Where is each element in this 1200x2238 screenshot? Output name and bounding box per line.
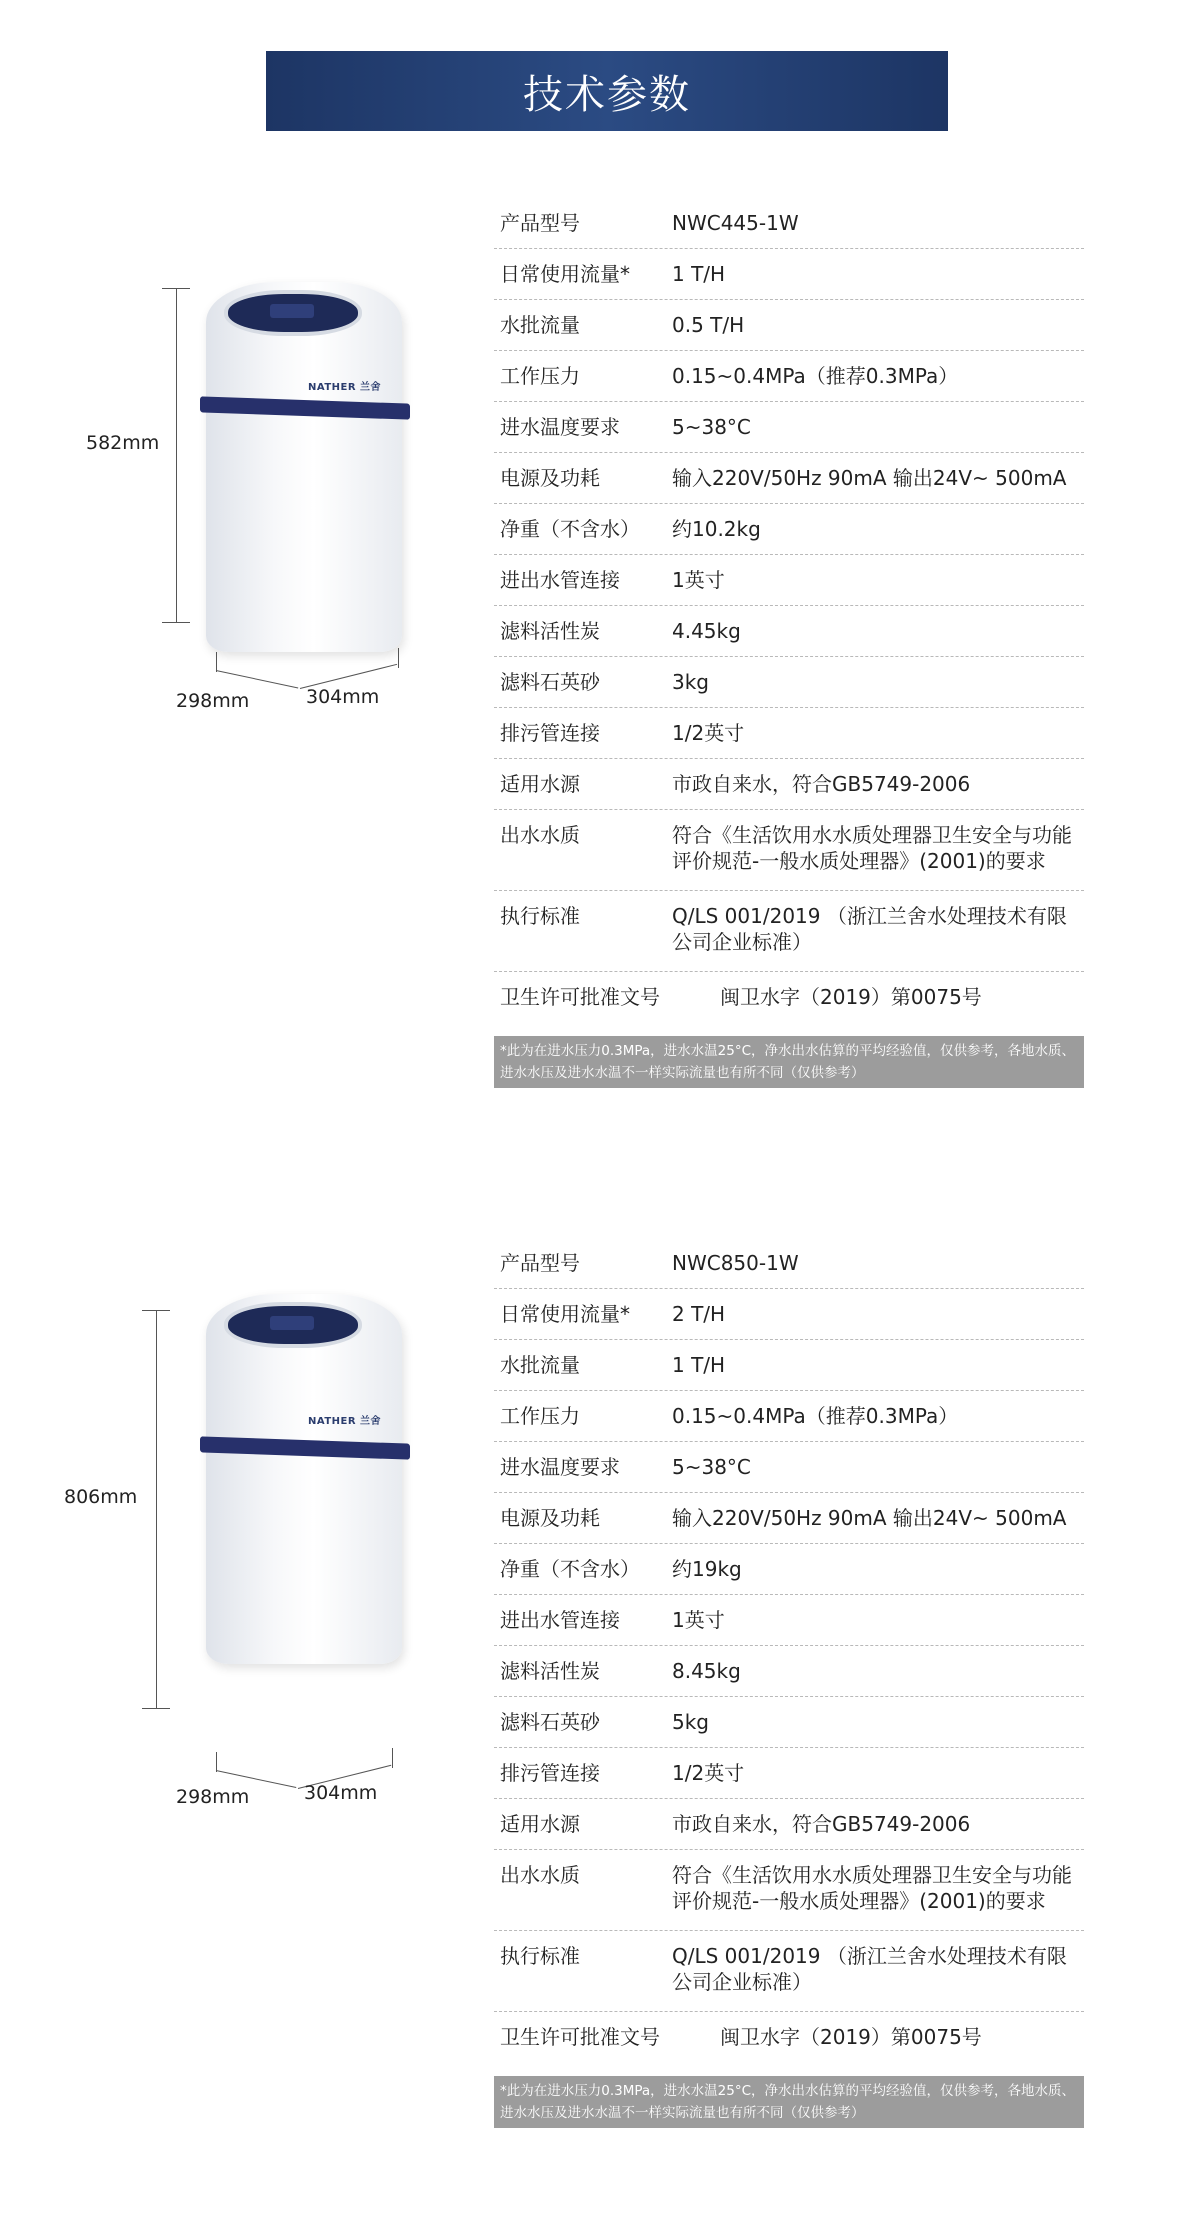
product-image (200, 1294, 410, 1664)
spec-row: 进出水管连接 1英寸 (494, 555, 1084, 606)
spec-row: 排污管连接 1/2英寸 (494, 1748, 1084, 1799)
spec-row: 净重（不含水） 约10.2kg (494, 504, 1084, 555)
spec-row: 滤料石英砂 5kg (494, 1697, 1084, 1748)
spec-row: 执行标准 Q/LS 001/2019 （浙江兰舍水处理技术有限公司企业标准） (494, 891, 1084, 972)
spec-row: 滤料活性炭 8.45kg (494, 1646, 1084, 1697)
width-label: 304mm (304, 1782, 378, 1804)
height-label: 582mm (86, 432, 160, 454)
spec-row: 滤料活性炭 4.45kg (494, 606, 1084, 657)
spec-row: 进水温度要求 5~38°C (494, 402, 1084, 453)
spec-row: 排污管连接 1/2英寸 (494, 708, 1084, 759)
spec-row: 工作压力 0.15~0.4MPa（推荐0.3MPa） (494, 1391, 1084, 1442)
spec-row: 产品型号 NWC445-1W (494, 198, 1084, 249)
footnote: *此为在进水压力0.3MPa，进水水温25°C，净水出水估算的平均经验值，仅供参考，各地水质、进水水压及进水水温不一样实际流量也有所不同（仅供参考） (494, 1036, 1084, 1088)
page-title: 技术参数 (266, 51, 948, 131)
brand-logo: NATHER 兰舍 (308, 382, 382, 393)
height-dimension-line (156, 1310, 157, 1708)
brand-logo: NATHER 兰舍 (308, 1416, 382, 1427)
spec-row: 出水水质 符合《生活饮用水水质处理器卫生安全与功能评价规范-一般水质处理器》(2001)的要求 (494, 810, 1084, 891)
spec-row: 适用水源 市政自来水，符合GB5749-2006 (494, 759, 1084, 810)
control-panel-icon (224, 1302, 362, 1348)
spec-table (494, 1238, 1084, 2128)
spec-row: 电源及功耗 输入220V/50Hz 90mA 输出24V~ 500mA (494, 453, 1084, 504)
spec-row: 净重（不含水） 约19kg (494, 1544, 1084, 1595)
spec-row: 水批流量 1 T/H (494, 1340, 1084, 1391)
depth-label: 298mm (176, 690, 250, 712)
height-label: 806mm (64, 1486, 138, 1508)
spec-row: 执行标准 Q/LS 001/2019 （浙江兰舍水处理技术有限公司企业标准） (494, 1931, 1084, 2012)
spec-table (494, 198, 1084, 1088)
product-image (200, 282, 410, 652)
spec-row: 适用水源 市政自来水，符合GB5749-2006 (494, 1799, 1084, 1850)
base-dimension-line-a (216, 670, 298, 688)
spec-row: 卫生许可批准文号 闽卫水字（2019）第0075号 (500, 985, 982, 1009)
spec-row: 进出水管连接 1英寸 (494, 1595, 1084, 1646)
spec-row: 产品型号 NWC850-1W (494, 1238, 1084, 1289)
spec-row: 日常使用流量* 2 T/H (494, 1289, 1084, 1340)
width-label: 304mm (306, 686, 380, 708)
spec-row: 工作压力 0.15~0.4MPa（推荐0.3MPa） (494, 351, 1084, 402)
spec-row: 水批流量 0.5 T/H (494, 300, 1084, 351)
spec-row: 进水温度要求 5~38°C (494, 1442, 1084, 1493)
footnote: *此为在进水压力0.3MPa，进水水温25°C，净水出水估算的平均经验值，仅供参考，各地水质、进水水压及进水水温不一样实际流量也有所不同（仅供参考） (494, 2076, 1084, 2128)
height-dimension-line (176, 288, 177, 622)
spec-row: 日常使用流量* 1 T/H (494, 249, 1084, 300)
control-panel-icon (224, 290, 362, 336)
depth-label: 298mm (176, 1786, 250, 1808)
spec-row: 电源及功耗 输入220V/50Hz 90mA 输出24V~ 500mA (494, 1493, 1084, 1544)
spec-row: 滤料石英砂 3kg (494, 657, 1084, 708)
spec-row: 出水水质 符合《生活饮用水水质处理器卫生安全与功能评价规范-一般水质处理器》(2001)的要求 (494, 1850, 1084, 1931)
spec-row: 卫生许可批准文号 闽卫水字（2019）第0075号 (500, 2025, 982, 2049)
